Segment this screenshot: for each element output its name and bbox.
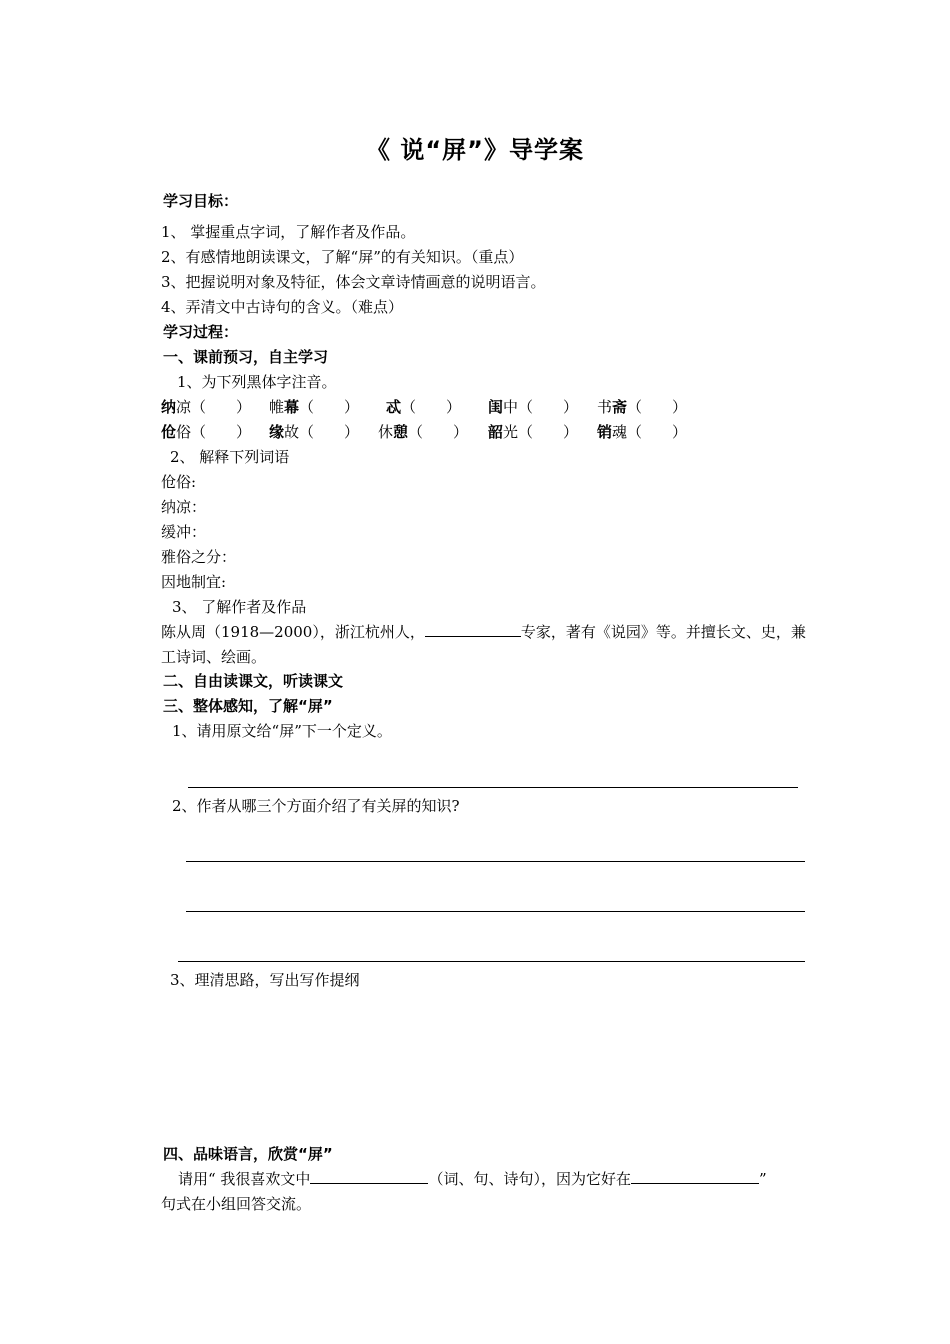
- section3-q2: 2、作者从哪三个方面介绍了有关屏的知识?: [172, 797, 460, 815]
- fill-blank[interactable]: [425, 622, 521, 637]
- pinyin-item: [386, 397, 461, 417]
- answer-line[interactable]: [178, 961, 805, 962]
- section4-prompt-line2: 句式在小组回答交流。: [161, 1195, 312, 1213]
- answer-line[interactable]: [186, 861, 805, 862]
- answer-paren: （ ）: [627, 398, 688, 416]
- pinyin-item: 休憩（ ）: [378, 423, 469, 441]
- section3-q1: 1、请用原文给“屏”下一个定义。: [172, 722, 392, 740]
- bold-char: 憩: [393, 423, 409, 441]
- pinyin-item: 销魂（ ）: [597, 423, 688, 441]
- pinyin-item: 闺中（ ）: [488, 398, 579, 416]
- bold-char: 忒: [386, 398, 402, 416]
- answer-paren: （ ）: [627, 423, 688, 441]
- answer-paren: （ ）: [408, 423, 469, 441]
- section1-heading: 一、课前预习，自主学习: [163, 348, 329, 366]
- goal-item: 2、有感情地朗读课文，了解“屏”的有关知识。（重点）: [161, 248, 524, 266]
- bold-char: 销: [597, 423, 613, 441]
- pinyin-item: 纳凉（ ）: [161, 398, 252, 416]
- answer-line[interactable]: [186, 911, 805, 912]
- bold-char: 斋: [612, 398, 628, 416]
- answer-paren: （ ）: [299, 423, 360, 441]
- pinyin-item: 伧俗（ ）: [161, 423, 252, 441]
- page-title: 《 说“屏”》导学案: [366, 136, 584, 164]
- pinyin-item: 帷幕（ ）: [269, 398, 360, 416]
- bold-char: 闺: [488, 398, 504, 416]
- answer-paren: （ ）: [191, 398, 252, 416]
- bold-char: 伧: [161, 423, 177, 441]
- process-heading: 学习过程：: [163, 323, 239, 341]
- fill-blank[interactable]: [631, 1169, 759, 1184]
- answer-paren: （ ）: [518, 398, 579, 416]
- section4-prompt: 请用“ 我很喜欢文中 （词、句、诗句），因为它好在 ”: [178, 1170, 767, 1188]
- section1-q2: 2、 解释下列词语: [170, 448, 290, 466]
- answer-paren: （ ）: [191, 423, 252, 441]
- vocab-word: 缓冲：: [161, 523, 207, 541]
- goals-heading: 学习目标：: [163, 192, 239, 210]
- section3-heading: 三、整体感知，了解“屏”: [163, 697, 333, 715]
- bold-char: 纳: [161, 398, 177, 416]
- vocab-word: 因地制宜:: [161, 573, 227, 591]
- author-info-line: 陈从周（1918—2000），浙江杭州人， 专家，著有《说园》等。并擅长文、史，兼: [161, 623, 806, 641]
- answer-line[interactable]: [188, 787, 798, 788]
- vocab-word: 伧俗:: [161, 473, 197, 491]
- pinyin-item: 韶光（ ）: [488, 423, 579, 441]
- author-info-line2: 工诗词、绘画。: [161, 648, 267, 666]
- goal-item: 3、把握说明对象及特征，体会文章诗情画意的说明语言。: [161, 273, 546, 291]
- goal-item: 4、弄清文中古诗句的含义。（难点）: [161, 298, 404, 316]
- answer-paren: （ ）: [401, 398, 462, 416]
- section1-q3: 3、 了解作者及作品: [172, 598, 307, 616]
- goal-item: 1、 掌握重点字词，了解作者及作品。: [161, 223, 416, 241]
- bold-char: 韶: [488, 423, 504, 441]
- bold-char: 幕: [284, 398, 300, 416]
- fill-blank[interactable]: [310, 1169, 428, 1184]
- bold-char: 缘: [269, 423, 285, 441]
- section3-q3: 3、理清思路，写出写作提纲: [170, 971, 360, 989]
- section1-q1: 1、为下列黑体字注音。: [177, 373, 337, 391]
- pinyin-item: 缘故（ ）: [269, 423, 360, 441]
- vocab-word: 雅俗之分：: [161, 548, 237, 566]
- answer-paren: （ ）: [299, 398, 360, 416]
- vocab-word: 纳凉：: [161, 498, 207, 516]
- answer-paren: （ ）: [518, 423, 579, 441]
- section4-heading: 四、品味语言，欣赏“屏”: [163, 1145, 333, 1163]
- pinyin-item: 书斋（ ）: [597, 398, 688, 416]
- section2-heading: 二、自由读课文，听读课文: [163, 672, 344, 690]
